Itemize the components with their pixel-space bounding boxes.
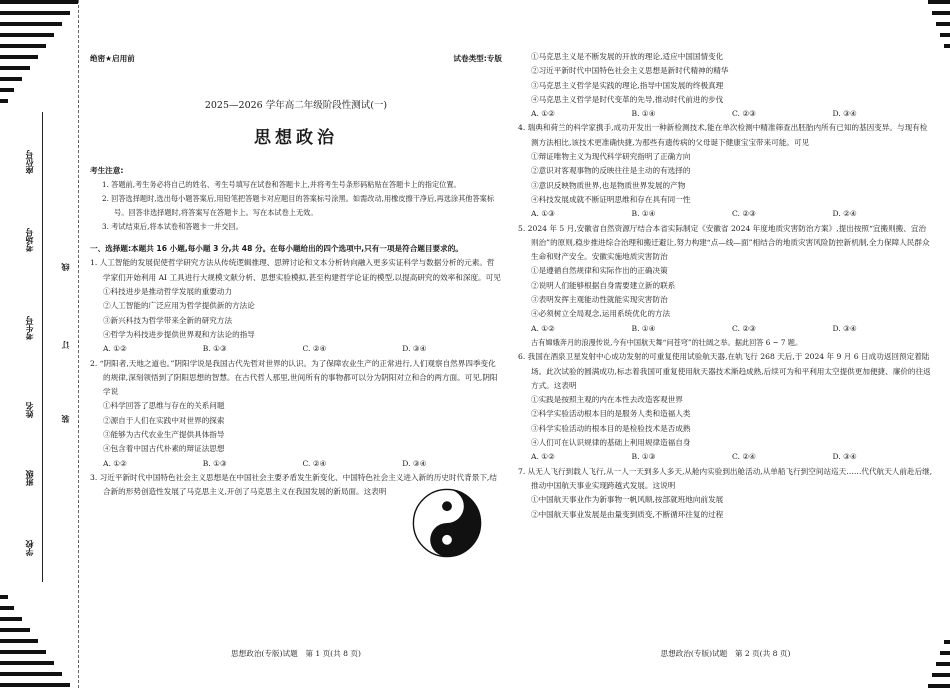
option-item: ④哲学为科技进步提供世界观和方法论的指导: [103, 329, 255, 339]
option-item: ④包含着中国古代朴素的辩证法思想: [103, 444, 225, 454]
question-3-choices: [518, 107, 933, 121]
choice-a: A. ①③: [531, 209, 555, 219]
option-item: ①是遵循自然规律和实际作出的正确决策: [531, 266, 668, 276]
question-2-stem: 2. “阴阳者,天地之道也。”阴阳学说是我国古代先哲对世界的认识。为了保障农业生产的正常进行,人们观察自然界四季变化的规律,深刻领悟到了阴阳思想的智慧。在古代哲人那里,世间所有的事物都可以分为阴阳对立和合的两方面。可见,阴阳学说: [90, 358, 498, 397]
choice-a: A. ①②: [103, 458, 127, 468]
option-item: ③科学实验活动的根本目的是检验技术是否成熟: [531, 423, 691, 433]
question-3-stem: 3. 习近平新时代中国特色社会主义思想是在中国社会主要矛盾发生新变化、中国特色社会主义进入新的历史时代背景下,结合新的形势创造性发展了马克思主义,开创了马克思主义在我国发展的新局面。这表明: [90, 472, 497, 497]
binding-dashed-line: [78, 0, 79, 688]
option-item: ①马克思主义是不断发展的开放的理论,适应中国国情变化: [531, 52, 724, 61]
binding-strip: [0, 0, 78, 688]
question-4-choices: [518, 207, 933, 221]
choice-b: B. ①③: [202, 344, 227, 354]
option-item: ②源自于人们在实践中对世界的探索: [103, 415, 225, 425]
choice-d: D. ②④: [832, 209, 857, 219]
question-5-choices: [518, 322, 933, 336]
choice-d: D. ③④: [832, 452, 857, 462]
choice-a: A. ①②: [531, 452, 555, 462]
option-item: ④人们可在认识规律的基础上利用规律造福自身: [531, 438, 691, 448]
choice-b: B. ①③: [631, 452, 656, 462]
cut-mark-line: 线: [60, 260, 71, 274]
choice-b: B. ①④: [631, 323, 656, 333]
option-item: ①实践是按照主观的内在本性去改造客观世界: [531, 395, 683, 405]
option-item: ④必须树立全局观念,运用系统优化的方法: [531, 309, 671, 319]
question-5-stem: 5. 2024 年 5 月,安徽省自然资源厅结合本省实际制定《安徽省 2024 年度地质灾害防治方案》,提出按照“宜搬则搬、宜治则治”的原则,稳步推进综合治理和搬迁避让,努力构建“点—线—面”相结合的地质灾害风险防控新机制,全力保障人民群众生命和财产安全。安徽实施地质灾害防治: [518, 223, 930, 262]
choice-a: A. ①②: [531, 109, 555, 119]
page-header: [90, 52, 502, 66]
choice-c: C. ②③: [732, 323, 756, 333]
choice-b: B. ①④: [631, 209, 656, 219]
option-item: ③能够为古代农业生产提供具体指导: [103, 430, 225, 440]
question-2-choices: [90, 457, 502, 471]
school-label: 学校: [25, 540, 34, 556]
question-6-choices: [518, 450, 933, 464]
choice-b: B. ①③: [202, 458, 227, 468]
choice-d: D. ③④: [402, 344, 427, 354]
question-1-choices: [90, 342, 502, 356]
choice-a: A. ①②: [103, 344, 127, 354]
option-item: ②中国航天事业发展是由量变到质变,不断循环往复的过程: [531, 509, 724, 519]
choice-d: D. ③④: [402, 458, 427, 468]
option-item: ②人工智能的广泛应用为哲学提供新的方法论: [103, 301, 255, 311]
choice-a: A. ①②: [531, 323, 555, 333]
name-label: 姓名: [25, 402, 34, 418]
choice-d: D. ③④: [832, 109, 857, 119]
cut-mark-order: 订: [60, 338, 71, 352]
option-item: ②科学实验活动根本目的是服务人类和造福人类: [531, 409, 691, 419]
choice-c: C. ②④: [302, 458, 327, 468]
page-footer-right: 思想政治(专版)试题 第 2 页(共 8 页): [660, 649, 791, 658]
page-right: [518, 50, 933, 522]
passage-intro: 古有嫦娥奔月的浪漫传说,今有中国航天舞“问苍穹”的壮阔之举。据此回答 6 ~ 7 题。: [531, 337, 803, 347]
exam-room-label: 考场号: [25, 228, 34, 252]
confidential-mark: 绝密★启用前: [90, 54, 135, 63]
choice-c: C. ②④: [302, 344, 327, 354]
choice-c: C. ②④: [732, 452, 756, 462]
option-item: ①科技进步是推动哲学发展的重要动力: [103, 287, 233, 297]
paper-type: 试卷类型:专版: [453, 54, 502, 63]
option-item: ②习近平新时代中国特色社会主义思想是新时代精神的精华: [531, 66, 729, 76]
note-item: 3. 考试结束后,将本试卷和答题卡一并交回。: [102, 222, 243, 232]
section-heading: 一、选择题:本题共 16 小题,每小题 3 分,共 48 分。在每小题给出的四个选项中,只有一项是符合题目要求的。: [90, 244, 463, 254]
subject-title: 思想政治: [254, 127, 338, 148]
option-item: ④马克思主义哲学是时代变革的先导,推动时代前进的步伐: [531, 94, 724, 104]
question-7-stem: 7. 从无人飞行到载人飞行,从一人一天到多人多天,从舱内实验到出舱活动,从单船飞行到空间站巡天……代代航天人前赴后继,推动中国航天事业实现跨越式发展。这说明: [518, 466, 933, 490]
exam-title: 2025—2026 学年高二年级阶段性测试(一): [204, 100, 388, 112]
cut-mark-bind: 装: [60, 412, 71, 426]
choice-d: D. ③④: [832, 323, 857, 333]
note-item: 1. 答题前,考生务必将自己的姓名、考生号填写在试卷和答题卡上,并将考生号条形码粘贴在答题卡上的指定位置。: [102, 180, 461, 190]
choice-b: B. ①④: [631, 109, 656, 119]
option-item: ③新兴科技为哲学带来全新的研究方法: [103, 315, 233, 325]
option-item: ④科技发展成就不断证明思维和存在具有同一性: [531, 194, 691, 204]
note-item: 2. 回答选择题时,选出每小题答案后,用铅笔把答题卡对应题目的答案标号涂黑。如需改动,用橡皮擦干净后,再选涂其他答案标号。回答非选择题时,将答案写在答题卡上。写在本试卷上无效。: [102, 194, 495, 218]
class-label: 班级: [25, 470, 34, 486]
question-6-stem: 6. 我国在酒泉卫星发射中心成功发射的可重复使用试验航天器,在轨飞行 268 天后,于 2024 年 9 月 6 日成功返回预定着陆场。此次试验的圆满成功,标志着我国可重复使用航天器技术渐趋成熟,后续可为和平利用太空提供更加便捷、廉价的往返方式。这表明: [518, 352, 931, 390]
option-item: ②意识对客观事物的反映往往是主动的有选择的: [531, 166, 691, 176]
option-item: ③表明发挥主观能动性就能实现灾害防治: [531, 295, 668, 305]
yin-yang-icon: [412, 488, 482, 558]
seat-number-label: 座位号: [25, 150, 34, 174]
choice-c: C. ②③: [732, 109, 756, 119]
notes-heading: 考生注意:: [90, 165, 124, 175]
question-1-stem: 1. 人工智能的发展促使哲学研究方法从传统逻辑推理、思辨讨论和文本分析转向融入更多实证科学与数据分析的元素。哲学家们开始利用 AI 工具进行大规模文献分析、思想实验模拟,甚至构建哲学论证的模型,以提高研究的效率和深度。可见: [90, 258, 501, 282]
option-item: ③马克思主义哲学是实践的理论,指导中国发展的终极真理: [531, 80, 724, 90]
option-item: ①中国航天事业作为新事物一帆风顺,按部就班地向前发展: [531, 495, 724, 505]
option-item: ②说明人们能够根据自身需要建立新的联系: [531, 280, 676, 290]
option-item: ③意识反映物质世界,也是物质世界发展的产物: [531, 180, 686, 190]
page-left: [90, 0, 502, 500]
option-item: ①科学回答了思维与存在的关系问题: [103, 401, 225, 411]
page-footer-left: 思想政治(专版)试题 第 1 页(共 8 页): [231, 649, 361, 658]
candidate-number-label: 考生号: [25, 316, 34, 340]
choice-c: C. ②③: [732, 209, 756, 219]
question-4-stem: 4. 瑞典和荷兰的科学家携手,成功开发出一种新检测技术,能在单次检测中精准筛查出胚胎内所有已知的基因变异。与现有检测方法相比,该技术更准确快捷,为那些有遗传病的父母诞下健康宝宝带来可能。可见: [518, 123, 928, 147]
option-item: ①辩证唯物主义为现代科学研究指明了正确方向: [531, 152, 691, 162]
